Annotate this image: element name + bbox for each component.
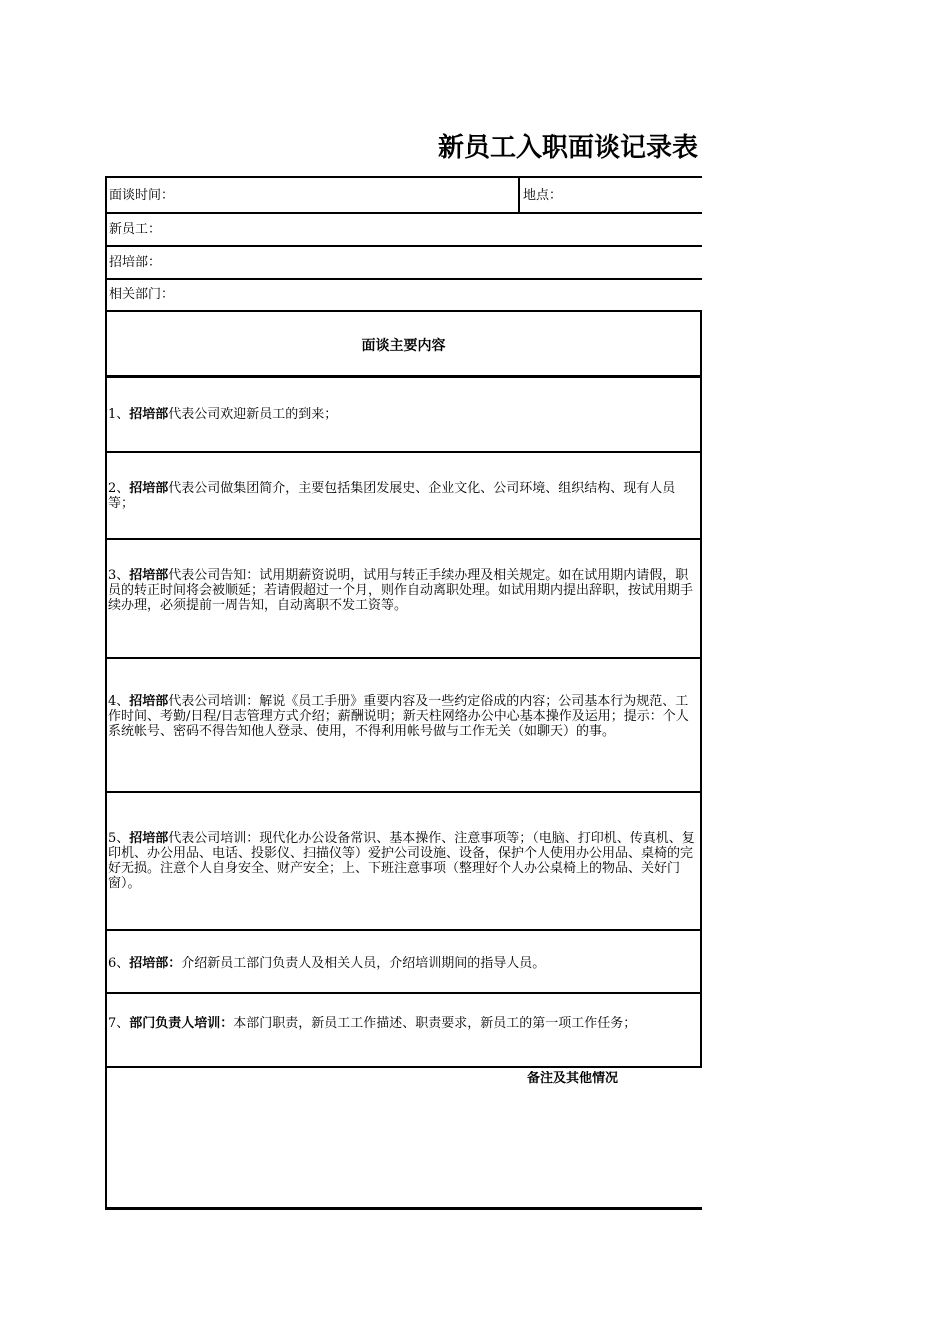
list-item: [108, 956, 701, 971]
list-item: [108, 1016, 701, 1031]
item-number: 1、: [108, 407, 130, 422]
hr-dept-label: 招培部：: [109, 255, 162, 270]
item-number: 4、: [108, 694, 130, 709]
item-text: 代表公司培训：现代化办公设备常识、基本操作、注意事项等；（电脑、打印机、传真机、复印机、办公用品、电话、投影仪、扫描仪等）爱护公司设施、设备，保护个人使用办公用品、桌椅的完好无损。注意个人自身安全、财产安全；上、下班注意事项（整理好个人办公桌椅上的物品、关好门窗）。: [108, 831, 695, 891]
item-number: 5、: [108, 831, 130, 846]
item-lead: 招培部: [129, 831, 169, 846]
list-item: [108, 568, 701, 613]
new-employee-label: 新员工：: [109, 222, 162, 237]
item-lead: 招培部：: [129, 956, 182, 971]
interview-time-label: 面谈时间：: [109, 188, 175, 203]
item-number: 6、: [108, 956, 130, 971]
list-item: [108, 481, 701, 511]
remarks-title: 备注及其他情况: [527, 1071, 619, 1086]
item-lead: 部门负责人培训：: [129, 1016, 234, 1031]
place-label: 地点：: [523, 188, 563, 203]
item-text: 代表公司做集团简介，主要包括集团发展史、企业文化、公司环境、组织结构、现有人员等；: [108, 481, 676, 511]
item-text: 代表公司欢迎新员工的到来；: [168, 407, 338, 422]
item-text: 本部门职责，新员工工作描述、职责要求，新员工的第一项工作任务；: [233, 1016, 637, 1031]
item-number: 7、: [108, 1016, 130, 1031]
page-title: 新员工入职面谈记录表: [438, 133, 699, 163]
list-item: [108, 831, 701, 891]
item-text: 介绍新员工部门负责人及相关人员，介绍培训期间的指导人员。: [181, 956, 546, 971]
interview-form: [105, 176, 702, 1210]
item-lead: 招培部: [129, 694, 169, 709]
item-lead: 招培部: [129, 568, 169, 583]
item-lead: 招培部: [129, 481, 169, 496]
list-item: [108, 694, 701, 739]
item-text: 代表公司告知：试用期薪资说明，试用与转正手续办理及相关规定。如在试用期内请假，职员的转正时间将会被顺延；若请假超过一个月，则作自动离职处理。如试用期内提出辞职，按试用期手续办理，必须提前一周告知，自动离职不发工资等。: [108, 568, 694, 613]
item-text: 代表公司培训：解说《员工手册》重要内容及一些约定俗成的内容；公司基本行为规范、工作时间、考勤/日程/日志管理方式介绍；薪酬说明；新天柱网络办公中心基本操作及运用；提示：个人系统帐号、密码不得告知他人登录、使用，不得利用帐号做与工作无关（如聊天）的事。: [108, 694, 689, 739]
list-item: [108, 407, 701, 422]
related-dept-label: 相关部门：: [109, 287, 175, 302]
item-number: 2、: [108, 481, 130, 496]
section-title: 面谈主要内容: [361, 338, 446, 354]
item-number: 3、: [108, 568, 130, 583]
item-lead: 招培部: [129, 407, 169, 422]
